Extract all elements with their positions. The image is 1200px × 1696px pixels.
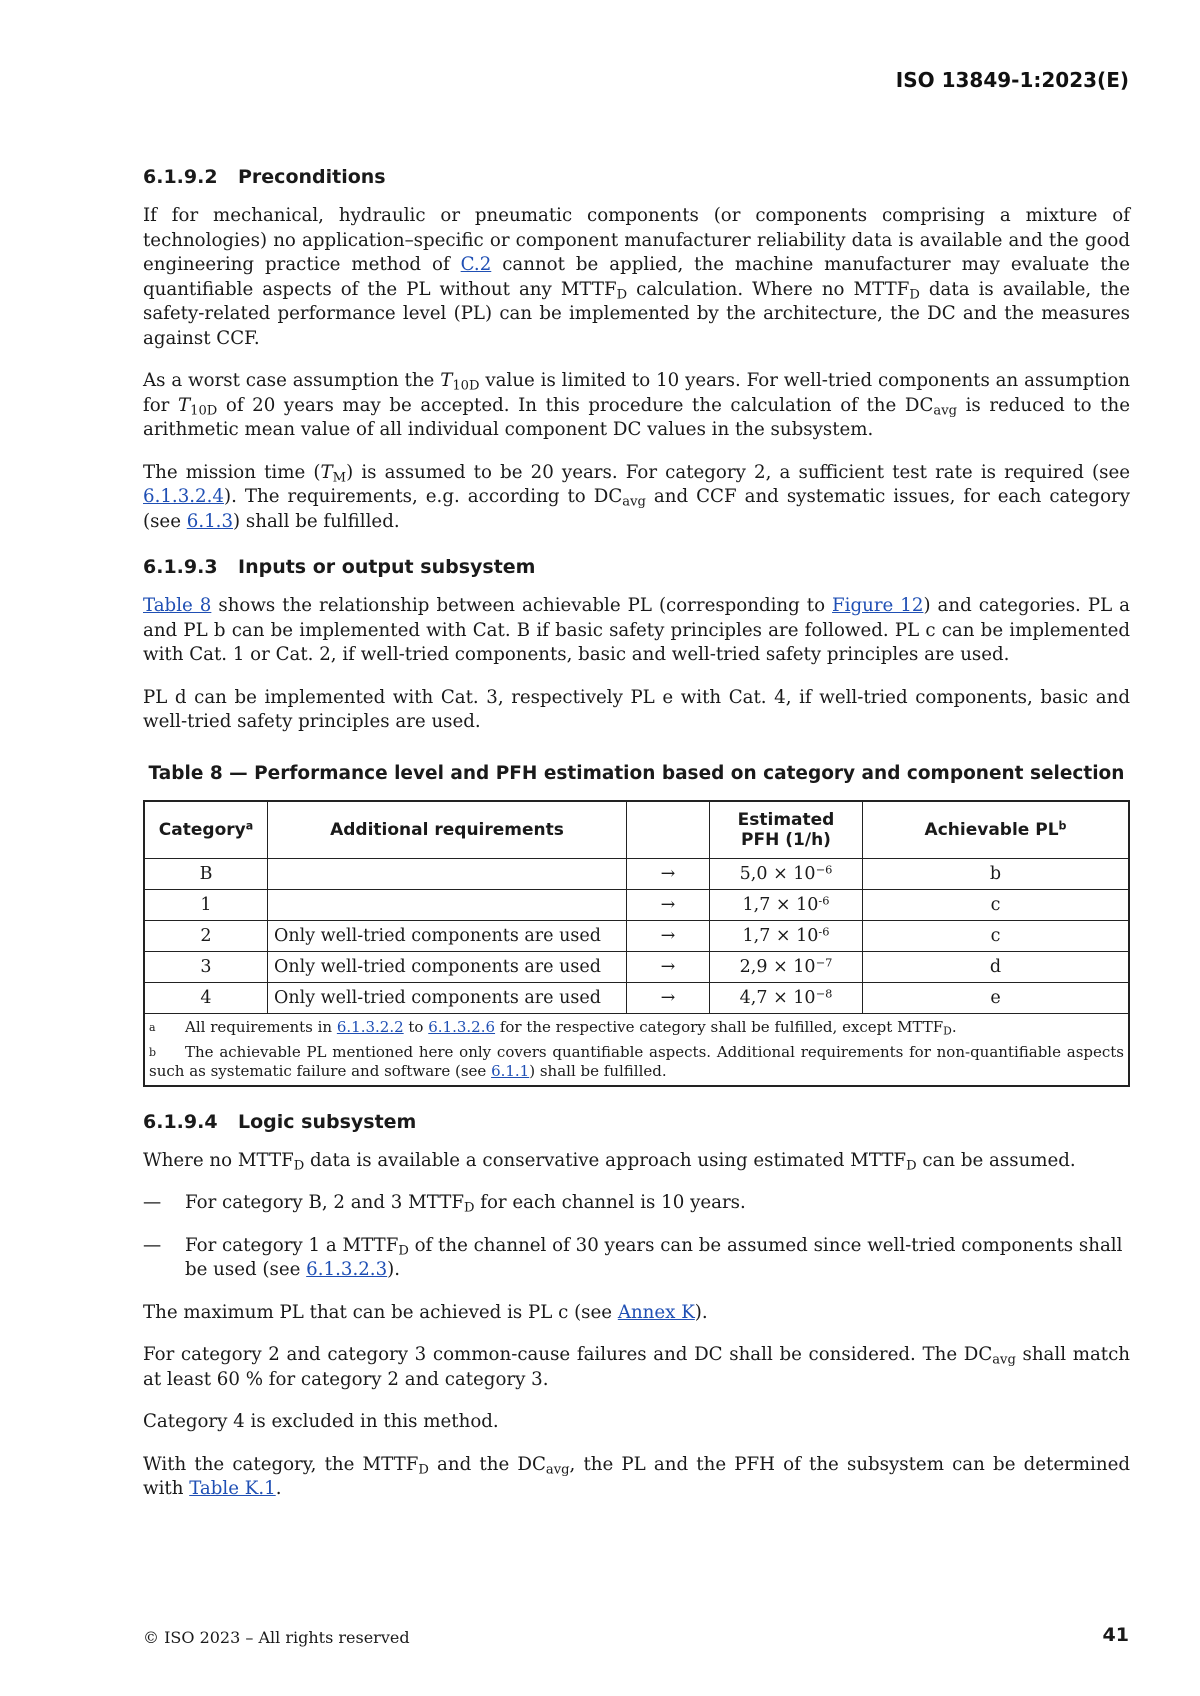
link-61323[interactable]: 6.1.3.2.3 (306, 1259, 388, 1280)
section-title: Preconditions (238, 166, 386, 188)
col-header-category: Category$^a$ (144, 801, 268, 859)
section-title: Logic subsystem (238, 1110, 417, 1133)
link-c2[interactable]: C.2 (460, 254, 492, 275)
document-id-header: ISO 13849-1:2023(E) (895, 68, 1129, 92)
paragraph: The maximum PL that can be achieved is PL c (see Annex K). (143, 1301, 708, 1323)
page-content (143, 166, 1130, 1520)
link-61322[interactable]: 6.1.3.2.2 (336, 1017, 404, 1036)
table-row: 4 Only well-tried components are used → $4,7 \times 10^{-8}$ e (144, 982, 1129, 1013)
paragraph: For category 2 and category 3 common-cause failures and DC shall be considered. The $DC_{avg}$ shall match at least 60 % for category 2 and category 3. (143, 1344, 1130, 1390)
col-header-arrow (627, 801, 710, 859)
section-number: 6.1.9.2 (143, 166, 218, 188)
list-item: — For category 1 a $MTTF_D$ of the channel of 30 years can be assumed since well-tried components shall be used (see 6.1.3.2.3). (143, 1234, 1123, 1280)
link-table-k1[interactable]: Table K.1 (189, 1478, 276, 1499)
table-header-row (144, 801, 1129, 859)
paragraph: With the category, the $MTTF_D$ and the $DC_{avg}$, the PL and the PFH of the subsystem can be determined with Table K.1. (143, 1453, 1130, 1499)
paragraph: PL d can be implemented with Cat. 3, respectively PL e with Cat. 4, if well-tried components, basic and well-tried safety principles are used. (143, 686, 1130, 732)
col-header-pl: Achievable $PL^b$ (863, 801, 1130, 859)
copyright-notice: © ISO 2023 – All rights reserved (143, 1628, 410, 1647)
table-row: 3 Only well-tried components are used → $2,9 \times 10^{-7}$ d (144, 951, 1129, 982)
paragraph: Table 8 shows the relationship between achievable PL (corresponding to Figure 12) and categories. PL a and PL b can be implemented with Cat. B if basic safety principles are followed. PL c can be implemented with Cat. 1 or Cat. 2, if well-tried components, basic and well-tried safety principles are used. (143, 595, 1130, 665)
section-heading-6193 (143, 556, 1130, 578)
paragraph: The mission time $(T_M)$ is assumed to be 20 years. For category 2, a sufficient test rate is required (see 6.1.3.2.4). The requirements, e.g. according to $DC_{avg}$ and CCF and systematic issues, for each category (see 6.1.3) shall be fulfilled. (143, 461, 1130, 532)
table-8 (143, 800, 1130, 1087)
table-footnotes (144, 1013, 1129, 1086)
link-table8[interactable]: Table 8 (143, 595, 212, 616)
section-number: 6.1.9.4 (143, 1110, 218, 1133)
table-row: 2 Only well-tried components are used → $1,7 \times 10^{-6}$ c (144, 920, 1129, 951)
link-61326[interactable]: 6.1.3.2.6 (428, 1017, 496, 1036)
section-heading-6194 (143, 1111, 1130, 1133)
list-item: — For category B, 2 and 3 $MTTF_D$ for each channel is 10 years. (143, 1192, 746, 1216)
col-header-additional: Additional requirements (268, 801, 627, 859)
section-heading-6192 (143, 166, 1130, 188)
paragraph: As a worst case assumption the $T_{10D}$ value is limited to 10 years. For well-tried components an assumption for $T_{10D}$ of 20 years may be accepted. In this procedure the calculation of the $DC_{avg}$ is reduced to the arithmetic mean value of all individual component DC values in the subsystem. (143, 370, 1131, 440)
table-row: 1 → $1,7 \times 10^{-6}$ c (144, 889, 1129, 920)
link-61324[interactable]: 6.1.3.2.4 (143, 486, 224, 507)
table-row: B → $5,0 \times 10^{-6}$ b (144, 858, 1129, 889)
link-613[interactable]: 6.1.3 (186, 510, 234, 532)
footnote-b: b The achievable PL mentioned here only covers quantifiable aspects. Additional requirements for non-quantifiable aspects such as systematic failure and software (see 6.1.1) shall be fulfilled. (149, 1042, 1124, 1080)
footnote-a: a All requirements in 6.1.3.2.2 to 6.1.3.2.6 for the respective category shall be fulfilled, except $MTTF_D$. (149, 1017, 957, 1038)
section-number: 6.1.9.3 (143, 556, 218, 578)
paragraph: Category 4 is excluded in this method. (143, 1411, 499, 1432)
page-footer (143, 1624, 1129, 1647)
page-number: 41 (1102, 1624, 1129, 1646)
col-header-pfh: Estimated PFH (1/h) (710, 801, 863, 859)
dash-list (143, 1191, 1130, 1283)
section-title: Inputs or output subsystem (238, 556, 536, 578)
link-figure12[interactable]: Figure 12 (832, 595, 924, 616)
link-annex-k[interactable]: Annex K (617, 1301, 695, 1323)
link-611[interactable]: 6.1.1 (491, 1061, 530, 1080)
paragraph: Where no $MTTF_D$ data is available a conservative approach using estimated $MTTF_D$ can be assumed. (143, 1149, 1076, 1173)
paragraph: If for mechanical, hydraulic or pneumatic components (or components comprising a mixture of technologies) no application–specific or component manufacturer reliability data is available and the good engineering practice method of C.2 cannot be applied, the machine manufacturer may evaluate the quantifiable aspects of the PL without any $MTTF_D$ calculation. Where no $MTTF_D$ data is available, the safety-related performance level (PL) can be implemented by the architecture, the DC and the measures against CCF. (143, 205, 1130, 349)
table-caption: Table 8 — Performance level and PFH estimation based on category and component selection (148, 762, 1125, 784)
table-footnote-row (144, 1013, 1129, 1086)
